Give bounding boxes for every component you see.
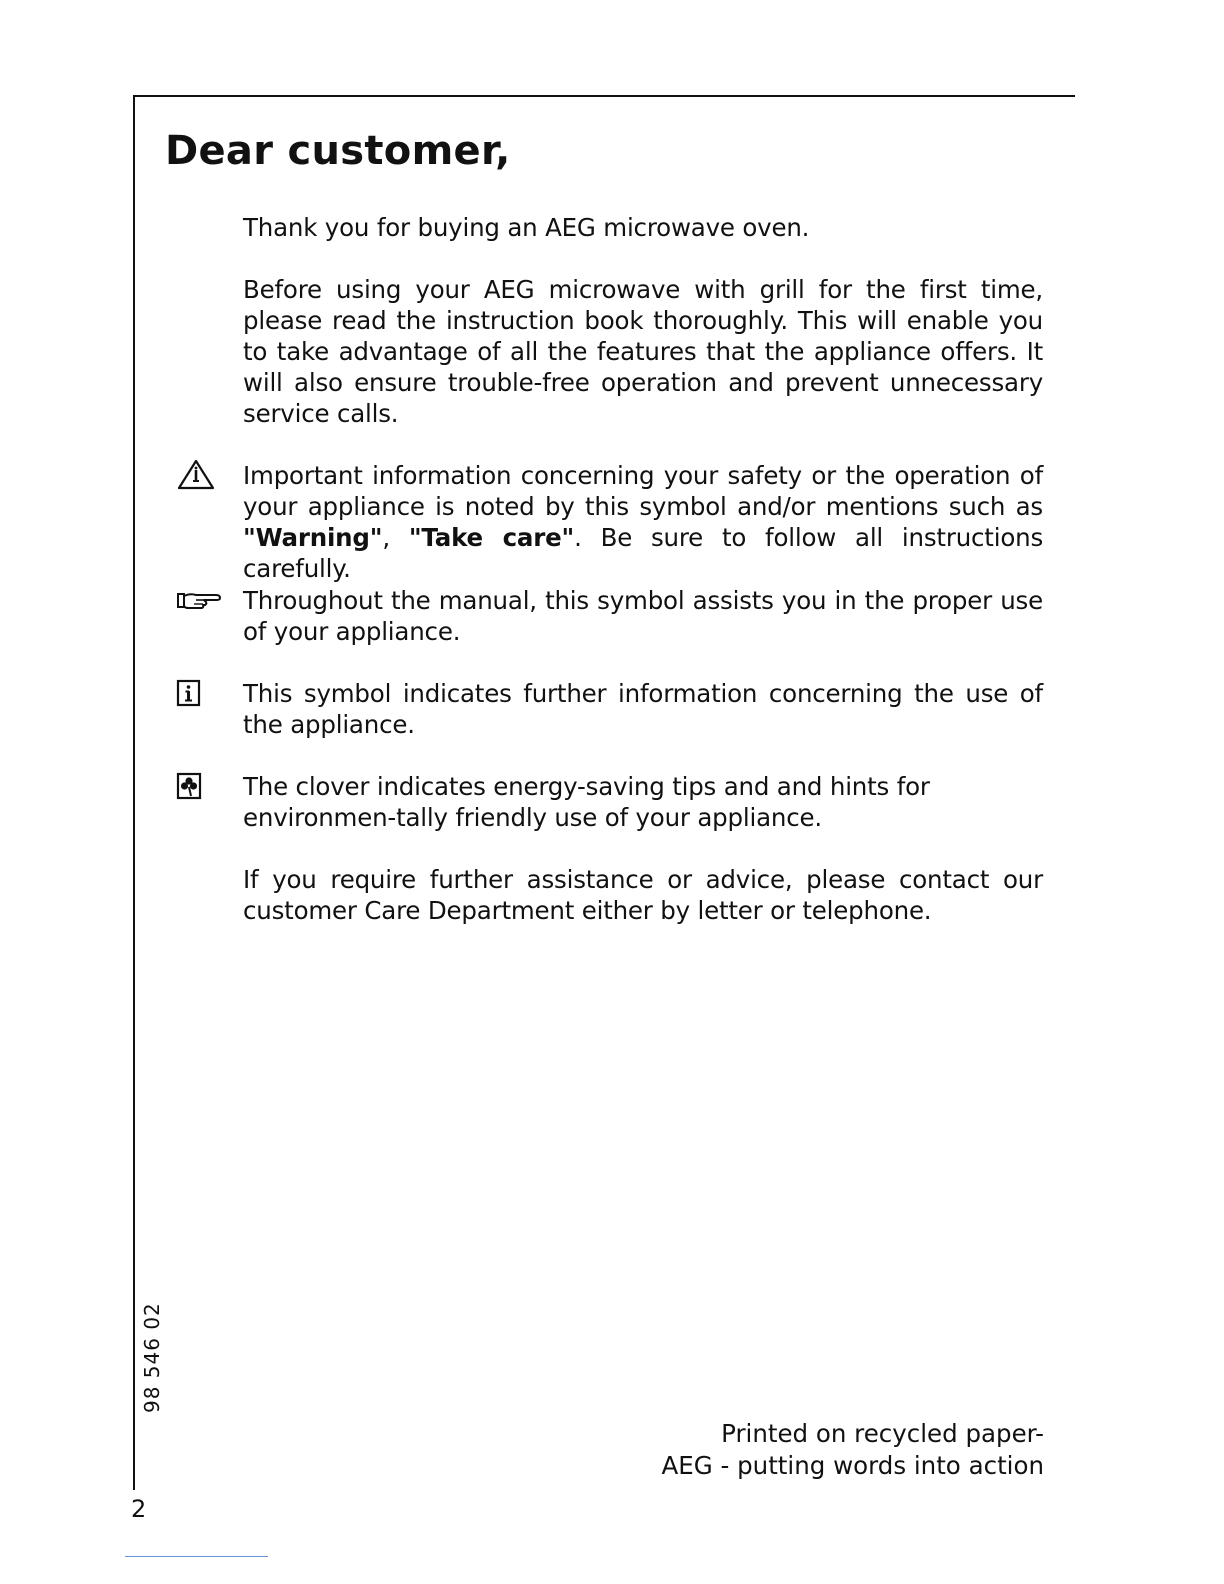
- info-paragraph: This symbol indicates further information concerning the use of the appliance.: [243, 679, 1043, 739]
- page-title: Dear customer,: [165, 128, 511, 174]
- footer-line-1: Printed on recycled paper-: [721, 1419, 1044, 1448]
- warning-text-outro: . Be sure to follow all instructions carefully.: [243, 523, 1044, 583]
- page-number: 2: [131, 1495, 147, 1523]
- clover-paragraph: The clover indicates energy-saving tips and and hints for environmen-tally friendly use of your appliance.: [243, 772, 930, 832]
- pointing-hand-icon: [176, 584, 226, 616]
- bottom-underline: [125, 1556, 268, 1557]
- before-use-paragraph: Before using your AEG microwave with grill for the first time, please read the instruction book thoroughly. This will enable you to take advantage of all the features that the appliance offers. It will also ensure trouble-free operation and prevent unnecessary service calls.: [243, 275, 1043, 428]
- info-icon: [176, 677, 226, 709]
- footer: [661, 1418, 1044, 1482]
- left-rule: [133, 95, 135, 1490]
- warning-separator: ,: [382, 523, 409, 552]
- take-care-label: "Take care": [408, 523, 575, 552]
- warning-label: "Warning": [243, 523, 383, 552]
- top-rule: [133, 95, 1075, 97]
- footer-line-2: AEG - putting words into action: [661, 1451, 1044, 1480]
- warning-paragraph: [243, 460, 1043, 584]
- hand-paragraph: Throughout the manual, this symbol assists you in the proper use of your appliance.: [243, 586, 1043, 646]
- warning-text-intro: Important information concerning your safety or the operation of your appliance is noted by this symbol and/or mentions such as: [243, 461, 1043, 521]
- warning-triangle-icon: [176, 458, 226, 490]
- assistance-paragraph: If you require further assistance or advice, please contact our customer Care Department either by letter or telephone.: [243, 865, 1043, 925]
- intro-paragraph: Thank you for buying an AEG microwave oven.: [243, 213, 810, 242]
- clover-icon: [176, 770, 226, 802]
- document-code: 98 546 02: [140, 1302, 164, 1413]
